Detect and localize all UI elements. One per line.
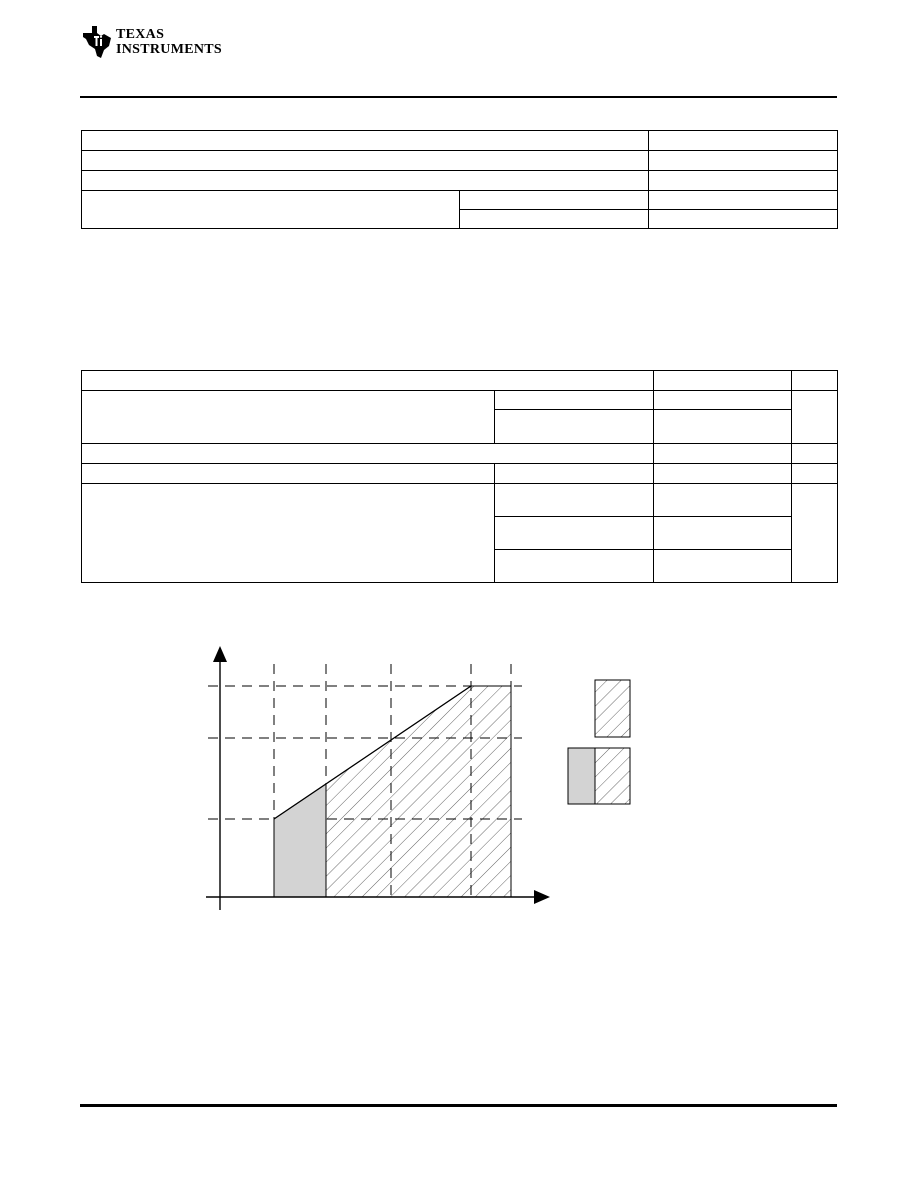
table-cell [654,371,792,391]
table-cell [460,210,649,229]
table-cell [649,151,838,171]
table-cell [82,151,649,171]
table-cell [495,410,654,444]
table-cell [654,410,792,444]
legend-shaded-swatch [568,748,595,804]
table-row [82,371,838,391]
table-cell [792,391,838,444]
x-axis-arrow-icon [534,890,550,904]
legend-hatched-swatch [595,680,630,737]
table-cell [792,484,838,583]
table-cell [495,550,654,583]
table-cell [82,371,654,391]
table-cell [654,484,792,517]
texas-state-icon [80,24,114,60]
footer-rule [80,1104,837,1107]
table-cell [792,371,838,391]
table-cell [654,464,792,484]
table-cell [654,444,792,464]
company-line2: INSTRUMENTS [116,42,222,57]
company-name [116,27,222,57]
table-cell [495,464,654,484]
table-row [82,464,838,484]
table-cell [82,171,649,191]
operating-region-diagram [200,640,660,915]
table-cell [82,444,654,464]
table-cell [82,391,495,444]
table-cell [649,191,838,210]
company-line1: TEXAS [116,27,165,42]
table-2 [81,370,838,583]
table-cell [649,210,838,229]
table-row [82,391,838,410]
table-row [82,444,838,464]
table-cell [82,484,495,583]
table-cell [654,517,792,550]
table-cell [495,391,654,410]
table-cell [654,391,792,410]
table-cell [792,444,838,464]
table-row [82,131,838,151]
table-cell [82,464,495,484]
table-cell [82,191,460,229]
table-cell [460,191,649,210]
table-cell [792,464,838,484]
table-cell [495,484,654,517]
table-1 [81,130,838,229]
table-cell [82,131,649,151]
table-row [82,171,838,191]
table-row [82,484,838,517]
y-axis-arrow-icon [213,646,227,662]
table-cell [649,131,838,151]
header-rule [80,96,837,98]
legend-hatched-swatch-2 [595,748,630,804]
table-cell [495,517,654,550]
table-cell [649,171,838,191]
table-row [82,151,838,171]
table-cell [654,550,792,583]
hatched-region [326,686,511,897]
table-row [82,191,838,210]
